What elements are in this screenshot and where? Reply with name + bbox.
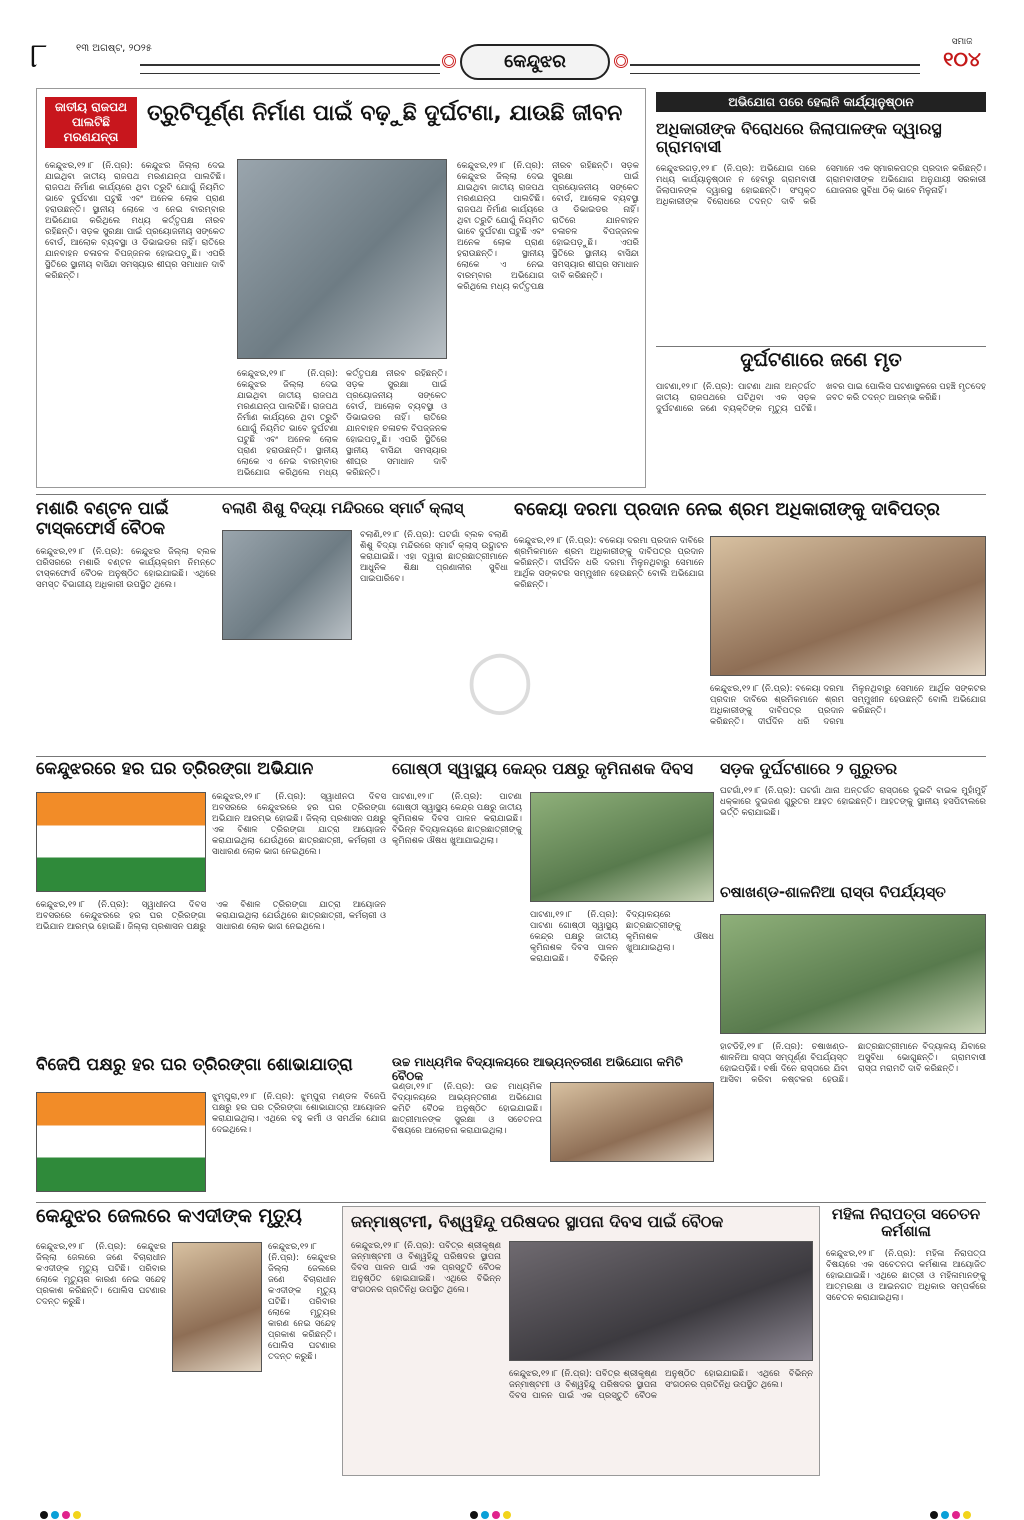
brand-logo: ସମାଜ ୧୦୪ [943, 37, 981, 71]
taskforce-headline: ମଶାରି ବଣ୍ଟନ ପାଇଁ ଟାସ୍କଫୋର୍ସ ବୈଠକ [36, 499, 169, 539]
road-bad-body: ହାଟଡିହି,୧୨।୮ (ନି.ପ୍ର): ଚଷାଖଣ୍ଡ-ଶାଳନିଆ ରାସ୍ତା ସମ୍ପୂର୍ଣ୍ଣ ବିପର୍ଯ୍ୟସ୍ତ ହୋଇପଡ଼ିଛି। ବର୍ଷା ଦିନେ ରାସ୍ତାରେ ଯିବା ଆସିବା କରିବା କଷ୍ଟକର ହେଉଛି। ଛାତ୍ରଛାତ୍ରୀମାନେ ବିଦ୍ୟାଳୟ ଯିବାରେ ଅସୁବିଧା ଭୋଗୁଛନ୍ତି। ଗ୍ରାମବାସୀ ରାସ୍ତା ମରାମତି ଦାବି କରିଛନ୍ତି। [720, 1042, 986, 1085]
complaint-kicker: ଅଭିଯୋଗ ପରେ ହେଲାନି କାର୍ଯ୍ୟାନୁଷ୍ଠାନ [656, 92, 986, 112]
road-injury-body: ଘଟଗାଁ,୧୨।୮ (ନି.ପ୍ର): ଘଟଗାଁ ଥାନା ଅନ୍ତର୍ଗତ ରାସ୍ତାରେ ଦୁଇଟି ବାଇକ ମୁହାଁମୁହିଁ ଧକ୍କାରେ ଦୁଇଜଣ ଗୁରୁତର ଆହତ ହୋଇଛନ୍ତି। ଆହତଙ୍କୁ ସ୍ଥାନୀୟ ହସପିଟାଲରେ ଭର୍ତ୍ତି କରାଯାଇଛି। [720, 786, 986, 819]
smartclass-headline: ବଲାଣି ଶିଶୁ ବିଦ୍ୟା ମନ୍ଦିରରେ ସ୍ମାର୍ଟ କ୍ଲାସ୍ [222, 499, 464, 517]
divider [36, 1202, 986, 1203]
complaint-body: କେନ୍ଦୁଝରଗଡ଼,୧୨।୮ (ନି.ପ୍ର): ଅଭିଯୋଗ ପରେ ମଧ୍ୟ କାର୍ଯ୍ୟାନୁଷ୍ଠାନ ନ ହେବାରୁ ଗ୍ରାମବାସୀ ଜିଲାପାଳଙ୍କ ଦ୍ୱାରସ୍ଥ ହୋଇଛନ୍ତି। ସଂପୃକ୍ତ ଅଧିକାରୀଙ୍କ ବିରୋଧରେ ତଦନ୍ତ ଦାବି କରି ସେମାନେ ଏକ ସ୍ମାରକପତ୍ର ପ୍ରଦାନ କରିଛନ୍ତି। ଗ୍ରାମବାସୀଙ୍କ ଅଭିଯୋଗ ଅନୁଯାୟୀ ସରକାରୀ ଯୋଜନାର ସୁବିଧା ଠିକ୍ ଭାବେ ମିଳୁନାହିଁ। [656, 164, 986, 207]
deworming-headline: ଗୋଷ୍ଠୀ ସ୍ୱାସ୍ଥ୍ୟ କେନ୍ଦ୍ର ପକ୍ଷରୁ କୃମିନାଶକ ଦିବସ [392, 759, 694, 778]
jail-photo [172, 1242, 262, 1372]
complaint-headline: ଅଧିକାରୀଙ୍କ ବିରୋଧରେ ଜିଲାପାଳଙ୍କ ଦ୍ୱାରସ୍ଥ ଗ୍ରାମବାସୀ [656, 119, 942, 157]
vhp-photo [509, 1241, 813, 1361]
page-number: ୮ [30, 36, 48, 76]
tiranga-body-cont: କେନ୍ଦୁଝର,୧୨।୮ (ନି.ପ୍ର): ସ୍ୱାଧୀନତା ଦିବସ ଅବସରରେ କେନ୍ଦୁଝରରେ ହର ଘର ତ୍ରିରଙ୍ଗା ଅଭିଯାନ ଆରମ୍ଭ ହୋଇଛି। ଜିଲ୍ଲା ପ୍ରଶାସନ ପକ୍ଷରୁ ଏକ ବିଶାଳ ତ୍ରିରଙ୍ଗା ଯାତ୍ରା ଆୟୋଜନ କରାଯାଇଥିଲା ଯେଉଁଥିରେ ଛାତ୍ରଛାତ୍ରୀ, କର୍ମଚାରୀ ଓ ସାଧାରଣ ଲୋକ ଭାଗ ନେଇଥିଲେ। [36, 900, 386, 932]
school-meeting-photo [550, 1082, 714, 1162]
divider [656, 346, 986, 347]
jail-body-cont: କେନ୍ଦୁଝର,୧୨।୮ (ନି.ପ୍ର): କେନ୍ଦୁଝର ଜିଲ୍ଲା ଜେଲରେ ଜଣେ ବିଚାରାଧୀନ କଏଦୀଙ୍କ ମୃତ୍ୟୁ ଘଟିଛି। ପରିବାର ଲୋକେ ମୃତ୍ୟୁର କାରଣ ନେଇ ସନ୍ଦେହ ପ୍ରକାଶ କରିଛନ୍ତି। ପୋଲିସ ଘଟଣାର ତଦନ୍ତ କରୁଛି। [268, 1242, 336, 1362]
lead-body-cont-2: କେନ୍ଦୁଝର,୧୨।୮ (ନି.ପ୍ର): କେନ୍ଦୁଝର ଜିଲ୍ଲା ଦେଇ ଯାଇଥିବା ଜାତୀୟ ରାଜପଥ ମରଣଯନ୍ତା ପାଲଟିଛି। ରାଜପଥ ନିର୍ମାଣ କାର୍ଯ୍ୟରେ ଥିବା ତ୍ରୁଟି ଯୋଗୁଁ ନିୟମିତ ଭାବେ ଦୁର୍ଘଟଣା ଘଟୁଛି ଏବଂ ଅନେକ ଲୋକ ପ୍ରାଣ ହରାଉଛନ୍ତି। ସ୍ଥାନୀୟ ଲୋକେ ଏ ନେଇ ବାରମ୍ବାର ଅଭିଯୋଗ କରିଥିଲେ ମଧ୍ୟ କର୍ତ୍ତୃପକ୍ଷ ନୀରବ ରହିଛନ୍ତି। ସଡ଼କ ସୁରକ୍ଷା ପାଇଁ ପ୍ରୟୋଜନୀୟ ସଙ୍କେତ ବୋର୍ଡ, ଆଲୋକ ବ୍ୟବସ୍ଥା ଓ ଡିଭାଇଡର ନାହିଁ। ରାତିରେ ଯାନବାହନ ଚଳାଚଳ ବିପଜ୍ଜନକ ହୋଇପଡ଼ୁଛି। ଏପରି ସ୍ଥିତିରେ ସ୍ଥାନୀୟ ବାସିନ୍ଦା ସମସ୍ୟାର ଶୀଘ୍ର ସମାଧାନ ଦାବି କରିଛନ୍ତି। [457, 161, 639, 292]
school-meeting-body: ଭଣ୍ଡା,୧୨।୮ (ନି.ପ୍ର): ଉଚ୍ଚ ମାଧ୍ୟମିକ ବିଦ୍ୟାଳୟରେ ଆଭ୍ୟନ୍ତରୀଣ ଅଭିଯୋଗ କମିଟି ବୈଠକ ଅନୁଷ୍ଠିତ ହୋଇଯାଇଛି। ଛାତ୍ରୀମାନଙ୍କ ସୁରକ୍ଷା ଓ ସଚେତନତା ବିଷୟରେ ଆଲୋଚନା କରାଯାଇଥିଲା। [392, 1082, 542, 1136]
deworming-body-cont: ପାଟଣା,୧୨।୮ (ନି.ପ୍ର): ପାଟଣା ଗୋଷ୍ଠୀ ସ୍ୱାସ୍ଥ୍ୟ କେନ୍ଦ୍ର ପକ୍ଷରୁ ଜାତୀୟ କୃମିନାଶକ ଦିବସ ପାଳନ କରାଯାଇଛି। ବିଭିନ୍ନ ବିଦ୍ୟାଳୟରେ ଛାତ୍ରଛାତ୍ରୀଙ୍କୁ କୃମିନାଶକ ଔଷଧ ଖୁଆଯାଇଥିଲା। [530, 910, 714, 964]
vhp-body: କେନ୍ଦୁଝର,୧୨।୮ (ନି.ପ୍ର): ପବିତ୍ର ଶ୍ରୀକୃଷ୍ଣ ଜନ୍ମାଷ୍ଟମୀ ଓ ବିଶ୍ୱହିନ୍ଦୁ ପରିଷଦର ସ୍ଥାପନା ଦିବସ ପାଳନ ପାଇଁ ଏକ ପ୍ରସ୍ତୁତି ବୈଠକ ଅନୁଷ୍ଠିତ ହୋଇଯାଇଛି। ଏଥିରେ ବିଭିନ୍ନ ସଂଗଠନର ପ୍ରତିନିଧି ଉପସ୍ଥିତ ଥିଲେ। [351, 1241, 501, 1295]
masthead-rule-left [140, 64, 440, 74]
women-headline: ମହିଳା ନିରାପତ୍ତା ସଚେତନ କର୍ମଶାଳା [831, 1205, 981, 1241]
road-bad-story [720, 884, 986, 1244]
footer-dots-left [40, 1504, 84, 1514]
tiranga-photo [36, 792, 206, 892]
ornament-icon [614, 54, 628, 68]
road-bad-headline: ଚଷାଖଣ୍ଡ-ଶାଳନିଆ ରାସ୍ତା ବିପର୍ଯ୍ୟସ୍ତ [720, 883, 946, 901]
tiranga-body: କେନ୍ଦୁଝର,୧୨।୮ (ନି.ପ୍ର): ସ୍ୱାଧୀନତା ଦିବସ ଅବସରରେ କେନ୍ଦୁଝରରେ ହର ଘର ତ୍ରିରଙ୍ଗା ଅଭିଯାନ ଆରମ୍ଭ ହୋଇଛି। ଜିଲ୍ଲା ପ୍ରଶାସନ ପକ୍ଷରୁ ଏକ ବିଶାଳ ତ୍ରିରଙ୍ଗା ଯାତ୍ରା ଆୟୋଜନ କରାଯାଇଥିଲା ଯେଉଁଥିରେ ଛାତ୍ରଛାତ୍ରୀ, କର୍ମଚାରୀ ଓ ସାଧାରଣ ଲୋକ ଭାଗ ନେଇଥିଲେ। [212, 792, 386, 857]
taskforce-story [36, 500, 216, 750]
section-title: କେନ୍ଦୁଝର [460, 44, 610, 80]
school-meeting-story [392, 1056, 714, 1196]
footer-dots-center [470, 1504, 514, 1514]
death-headline: ଦୁର୍ଘଟଣାରେ ଜଣେ ମୃତ [740, 349, 902, 371]
school-meeting-headline: ଉଚ୍ଚ ମାଧ୍ୟମିକ ବିଦ୍ୟାଳୟରେ ଆଭ୍ୟନ୍ତରୀଣ ଅଭିଯୋଗ କମିଟି ବୈଠକ [392, 1055, 683, 1083]
lead-story [36, 88, 646, 488]
bjp-headline: ବିଜେପି ପକ୍ଷରୁ ହର ଘର ତ୍ରିରଙ୍ଗା ଶୋଭାଯାତ୍ରା [36, 1055, 353, 1075]
watermark: ◯ [466, 645, 534, 715]
masthead [30, 36, 994, 80]
women-body: କେନ୍ଦୁଝର,୧୨।୮ (ନି.ପ୍ର): ମହିଳା ନିରାପତ୍ତା ବିଷୟରେ ଏକ ସଚେତନତା କର୍ମଶାଳା ଆୟୋଜିତ ହୋଇଯାଇଛି। ଏଥିରେ ଛାତ୍ରୀ ଓ ମହିଳାମାନଙ୍କୁ ଆତ୍ମରକ୍ଷା ଓ ଆଇନଗତ ଅଧିକାର ସମ୍ପର୍କରେ ସଚେତନ କରାଯାଇଥିଲା। [826, 1248, 986, 1303]
jail-story [36, 1206, 336, 1476]
road-bad-photo [720, 914, 986, 1034]
wages-photo [710, 536, 986, 676]
issue-date: ୧୩ ଅଗଷ୍ଟ, ୨୦୨୫ [76, 43, 152, 54]
tiranga-headline: କେନ୍ଦୁଝରରେ ହର ଘର ତ୍ରିରଙ୍ଗା ଅଭିଯାନ [36, 759, 314, 779]
smartclass-body: ବଲାଣି,୧୨।୮ (ନି.ପ୍ର): ଘଟଗାଁ ବ୍ଲକ ବଲାଣି ଶିଶୁ ବିଦ୍ୟା ମନ୍ଦିରରେ ସ୍ମାର୍ଟ କ୍ଲାସ୍ ଉଦ୍ଘାଟନ କରାଯାଇଛି। ଏହା ଦ୍ୱାରା ଛାତ୍ରଛାତ୍ରୀମାନେ ଆଧୁନିକ ଶିକ୍ଷା ପ୍ରଣାଳୀର ସୁବିଧା ପାଇପାରିବେ। [360, 530, 508, 584]
lead-tag: ଜାତୀୟ ରାଜପଥ ପାଲଟିଛି ମରଣଯନ୍ତା [45, 97, 137, 148]
masthead-rule-right [630, 64, 920, 74]
complaint-story [656, 92, 986, 342]
women-story [826, 1206, 986, 1476]
road-injury-story [720, 760, 986, 880]
lead-body-cont: କେନ୍ଦୁଝର,୧୨।୮ (ନି.ପ୍ର): କେନ୍ଦୁଝର ଜିଲ୍ଲା ଦେଇ ଯାଇଥିବା ଜାତୀୟ ରାଜପଥ ମରଣଯନ୍ତା ପାଲଟିଛି। ରାଜପଥ ନିର୍ମାଣ କାର୍ଯ୍ୟରେ ଥିବା ତ୍ରୁଟି ଯୋଗୁଁ ନିୟମିତ ଭାବେ ଦୁର୍ଘଟଣା ଘଟୁଛି ଏବଂ ଅନେକ ଲୋକ ପ୍ରାଣ ହରାଉଛନ୍ତି। ସ୍ଥାନୀୟ ଲୋକେ ଏ ନେଇ ବାରମ୍ବାର ଅଭିଯୋଗ କରିଥିଲେ ମଧ୍ୟ କର୍ତ୍ତୃପକ୍ଷ ନୀରବ ରହିଛନ୍ତି। ସଡ଼କ ସୁରକ୍ଷା ପାଇଁ ପ୍ରୟୋଜନୀୟ ସଙ୍କେତ ବୋର୍ଡ, ଆଲୋକ ବ୍ୟବସ୍ଥା ଓ ଡିଭାଇଡର ନାହିଁ। ରାତିରେ ଯାନବାହନ ଚଳାଚଳ ବିପଜ୍ଜନକ ହୋଇପଡ଼ୁଛି। ଏପରି ସ୍ଥିତିରେ ସ୍ଥାନୀୟ ବାସିନ୍ଦା ସମସ୍ୟାର ଶୀଘ୍ର ସମାଧାନ ଦାବି କରିଛନ୍ତି। [237, 369, 447, 478]
wages-body: କେନ୍ଦୁଝର,୧୨।୮ (ନି.ପ୍ର): ବକେୟା ଦରମା ପ୍ରଦାନ ଦାବିରେ ଶ୍ରମିକମାନେ ଶ୍ରମ ଅଧିକାରୀଙ୍କୁ ଦାବିପତ୍ର ପ୍ରଦାନ କରିଛନ୍ତି। ଦୀର୍ଘଦିନ ଧରି ଦରମା ମିଳୁନଥିବାରୁ ସେମାନେ ଆର୍ଥିକ ସଙ୍କଟର ସମ୍ମୁଖୀନ ହେଉଛନ୍ତି ବୋଲି ଅଭିଯୋଗ କରିଛନ୍ତି। [514, 536, 704, 590]
jail-body: କେନ୍ଦୁଝର,୧୨।୮ (ନି.ପ୍ର): କେନ୍ଦୁଝର ଜିଲ୍ଲା ଜେଲରେ ଜଣେ ବିଚାରାଧୀନ କଏଦୀଙ୍କ ମୃତ୍ୟୁ ଘଟିଛି। ପରିବାର ଲୋକେ ମୃତ୍ୟୁର କାରଣ ନେଇ ସନ୍ଦେହ ପ୍ରକାଶ କରିଛନ୍ତି। ପୋଲିସ ଘଟଣାର ତଦନ୍ତ କରୁଛି। [36, 1242, 166, 1307]
ornament-icon [442, 54, 456, 68]
bjp-photo [36, 1092, 206, 1192]
lead-photo [237, 159, 447, 359]
vhp-story [342, 1206, 820, 1476]
lead-headline: ତ୍ରୁଟିପୂର୍ଣ୍ଣ ନିର୍ମାଣ ପାଇଁ ବଢ଼ୁଛି ଦୁର୍ଘଟଣା, ଯାଉଛି ଜୀବନ [147, 101, 623, 126]
tiranga-story [36, 760, 386, 1050]
vhp-body-cont: କେନ୍ଦୁଝର,୧୨।୮ (ନି.ପ୍ର): ପବିତ୍ର ଶ୍ରୀକୃଷ୍ଣ ଜନ୍ମାଷ୍ଟମୀ ଓ ବିଶ୍ୱହିନ୍ଦୁ ପରିଷଦର ସ୍ଥାପନା ଦିବସ ପାଳନ ପାଇଁ ଏକ ପ୍ରସ୍ତୁତି ବୈଠକ ଅନୁଷ୍ଠିତ ହୋଇଯାଇଛି। ଏଥିରେ ବିଭିନ୍ନ ସଂଗଠନର ପ୍ରତିନିଧି ଉପସ୍ଥିତ ଥିଲେ। [509, 1369, 813, 1401]
footer-dots-right [930, 1504, 974, 1514]
vhp-headline: ଜନ୍ମାଷ୍ଟମୀ, ବିଶ୍ୱହିନ୍ଦୁ ପରିଷଦର ସ୍ଥାପନା ଦିବସ ପାଇଁ ବୈଠକ [351, 1212, 724, 1231]
bjp-story [36, 1056, 386, 1196]
wages-body-cont: କେନ୍ଦୁଝର,୧୨।୮ (ନି.ପ୍ର): ବକେୟା ଦରମା ପ୍ରଦାନ ଦାବିରେ ଶ୍ରମିକମାନେ ଶ୍ରମ ଅଧିକାରୀଙ୍କୁ ଦାବିପତ୍ର ପ୍ରଦାନ କରିଛନ୍ତି। ଦୀର୍ଘଦିନ ଧରି ଦରମା ମିଳୁନଥିବାରୁ ସେମାନେ ଆର୍ଥିକ ସଙ୍କଟର ସମ୍ମୁଖୀନ ହେଉଛନ୍ତି ବୋଲି ଅଭିଯୋଗ କରିଛନ୍ତି। [710, 684, 986, 727]
wages-headline: ବକେୟା ଦରମା ପ୍ରଦାନ ନେଇ ଶ୍ରମ ଅଧିକାରୀଙ୍କୁ ଦାବିପତ୍ର [514, 499, 940, 520]
bjp-body: ଝୁମ୍ପୁରା,୧୨।୮ (ନି.ପ୍ର): ଝୁମ୍ପୁରା ମଣ୍ଡଳ ବିଜେପି ପକ୍ଷରୁ ହର ଘର ତ୍ରିରଙ୍ଗା ଶୋଭାଯାତ୍ରା ଆୟୋଜନ କରାଯାଇଥିଲା। ଏଥିରେ ବହୁ କର୍ମୀ ଓ ସମର୍ଥକ ଯୋଗ ଦେଇଥିଲେ। [212, 1092, 386, 1135]
divider [36, 494, 986, 495]
death-story [656, 350, 986, 488]
deworming-body: ପାଟଣା,୧୨।୮ (ନି.ପ୍ର): ପାଟଣା ଗୋଷ୍ଠୀ ସ୍ୱାସ୍ଥ୍ୟ କେନ୍ଦ୍ର ପକ୍ଷରୁ ଜାତୀୟ କୃମିନାଶକ ଦିବସ ପାଳନ କରାଯାଇଛି। ବିଭିନ୍ନ ବିଦ୍ୟାଳୟରେ ଛାତ୍ରଛାତ୍ରୀଙ୍କୁ କୃମିନାଶକ ଔଷଧ ଖୁଆଯାଇଥିଲା। [392, 792, 522, 846]
lead-body: କେନ୍ଦୁଝର,୧୨।୮ (ନି.ପ୍ର): କେନ୍ଦୁଝର ଜିଲ୍ଲା ଦେଇ ଯାଇଥିବା ଜାତୀୟ ରାଜପଥ ମରଣଯନ୍ତା ପାଲଟିଛି। ରାଜପଥ ନିର୍ମାଣ କାର୍ଯ୍ୟରେ ଥିବା ତ୍ରୁଟି ଯୋଗୁଁ ନିୟମିତ ଭାବେ ଦୁର୍ଘଟଣା ଘଟୁଛି ଏବଂ ଅନେକ ଲୋକ ପ୍ରାଣ ହରାଉଛନ୍ତି। ସ୍ଥାନୀୟ ଲୋକେ ଏ ନେଇ ବାରମ୍ବାର ଅଭିଯୋଗ କରିଥିଲେ ମଧ୍ୟ କର୍ତ୍ତୃପକ୍ଷ ନୀରବ ରହିଛନ୍ତି। ସଡ଼କ ସୁରକ୍ଷା ପାଇଁ ପ୍ରୟୋଜନୀୟ ସଙ୍କେତ ବୋର୍ଡ, ଆଲୋକ ବ୍ୟବସ୍ଥା ଓ ଡିଭାଇଡର ନାହିଁ। ରାତିରେ ଯାନବାହନ ଚଳାଚଳ ବିପଜ୍ଜନକ ହୋଇପଡ଼ୁଛି। ଏପରି ସ୍ଥିତିରେ ସ୍ଥାନୀୟ ବାସିନ୍ଦା ସମସ୍ୟାର ଶୀଘ୍ର ସମାଧାନ ଦାବି କରିଛନ୍ତି। [45, 161, 225, 281]
road-injury-headline: ସଡ଼କ ଦୁର୍ଘଟଣାରେ ୨ ଗୁରୁତର [720, 759, 898, 778]
deworming-photo [530, 792, 714, 902]
taskforce-body: କେନ୍ଦୁଝର,୧୨।୮ (ନି.ପ୍ର): କେନ୍ଦୁଝର ଜିଲ୍ଲା ବ୍ଲକ ପରିସରରେ ମଶାରି ବଣ୍ଟନ କାର୍ଯ୍ୟକ୍ରମ ନିମନ୍ତେ ଟାସ୍କଫୋର୍ସ ବୈଠକ ଅନୁଷ୍ଠିତ ହୋଇଯାଇଛି। ଏଥିରେ ସମସ୍ତ ବିଭାଗୀୟ ଅଧିକାରୀ ଉପସ୍ଥିତ ଥିଲେ। [36, 547, 216, 591]
jail-headline: କେନ୍ଦୁଝର ଜେଲରେ କଏଦୀଙ୍କ ମୃତ୍ୟୁ [36, 1205, 302, 1227]
death-body: ପାଟଣା,୧୨।୮ (ନି.ପ୍ର): ପାଟଣା ଥାନା ଅନ୍ତର୍ଗତ ଜାତୀୟ ରାଜପଥରେ ଘଟିଥିବା ଏକ ସଡ଼କ ଦୁର୍ଘଟଣାରେ ଜଣେ ବ୍ୟକ୍ତିଙ୍କ ମୃତ୍ୟୁ ଘଟିଛି। ଖବର ପାଇ ପୋଲିସ ଘଟଣାସ୍ଥଳରେ ପହଞ୍ଚି ମୃତଦେହ ଜବତ କରି ତଦନ୍ତ ଆରମ୍ଭ କରିଛି। [656, 381, 986, 414]
deworming-story [392, 760, 714, 1050]
divider [36, 756, 986, 757]
